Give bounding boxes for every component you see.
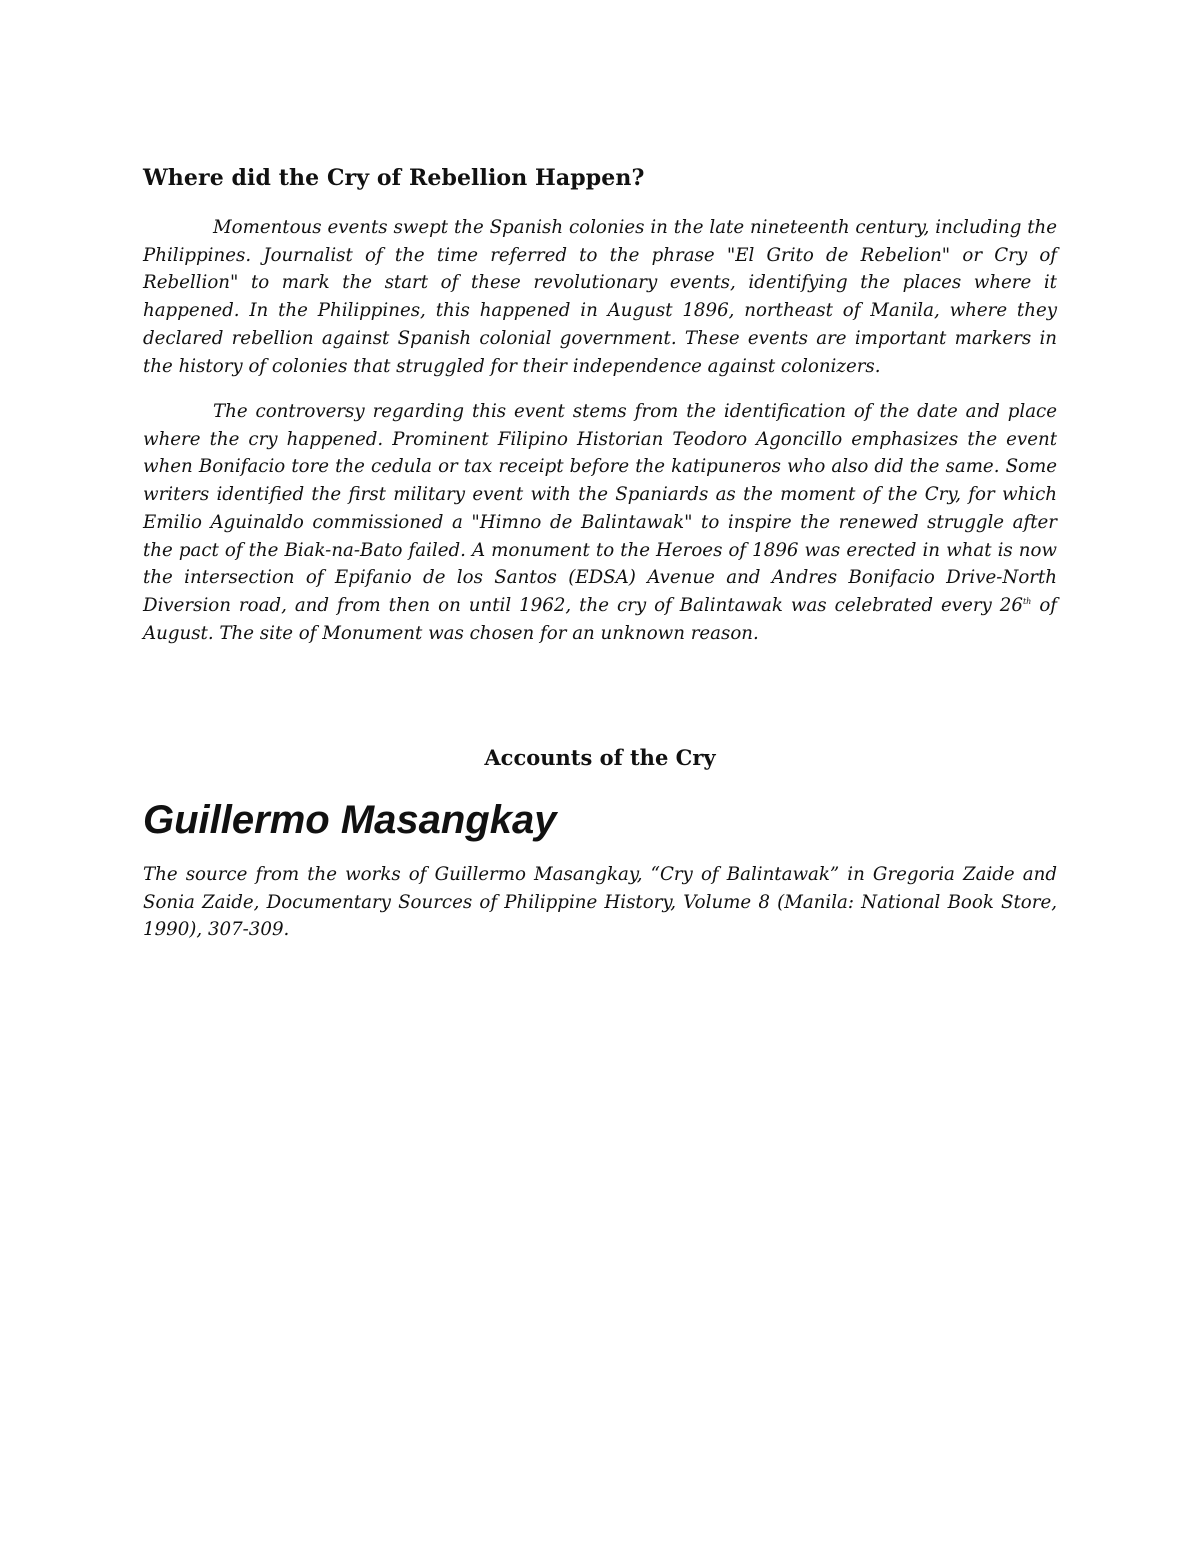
ordinal-suffix: th (1022, 596, 1032, 606)
paragraph-momentous-events: Momentous events swept the Spanish colonies in the late nineteenth century, including the Philippines. Journalist of the time referred to the phrase "El Grito de Rebelion" or Cry of Rebellion" to mark the start of these revolutionary events, identifying the places where it happened. In the Philippines, this happened in August 1896, northeast of Manila, where they declared rebellion against Spanish colonial government. These events are important markers in the history of colonies that struggled for their independence against colonizers. (143, 217, 1057, 377)
section-heading: Where did the Cry of Rebellion Happen? (143, 165, 645, 191)
paragraph-controversy-end: of August. The site of Monument was chosen for an unknown reason. (143, 594, 1057, 644)
paragraph-controversy-text: The controversy regarding this event stems from the identification of the date and place where the cry happened. Prominent Filipino Historian Teodoro Agoncillo emphasizes the event when Bonifacio tore the cedula or tax receipt before the katipuneros who also did the same. Some writers identified the first military event with the Spaniards as the moment of the Cry, for which Emilio Aguinaldo commissioned a "Himno de Balintawak" to inspire the renewed struggle after the pact of the Biak-na-Bato failed. A monument to the Heroes of 1896 was erected in what is now the intersection of Epifanio de los Santos (EDSA) Avenue and Andres Bonifacio Drive-North Diversion road, and from then on until 1962, the cry of Balintawak was celebrated every 26 (143, 401, 1057, 616)
person-name-heading: Guillermo Masangkay (143, 798, 557, 842)
source-citation: The source from the works of Guillermo Masangkay, “Cry of Balintawak” in Gregoria Zaide and Sonia Zaide, Documentary Sources of Philippine History, Volume 8 (Manila: National Book Store, 1990), 307-309. (143, 864, 1057, 941)
paragraph-controversy (143, 398, 1057, 647)
accounts-heading: Accounts of the Cry (484, 745, 716, 770)
